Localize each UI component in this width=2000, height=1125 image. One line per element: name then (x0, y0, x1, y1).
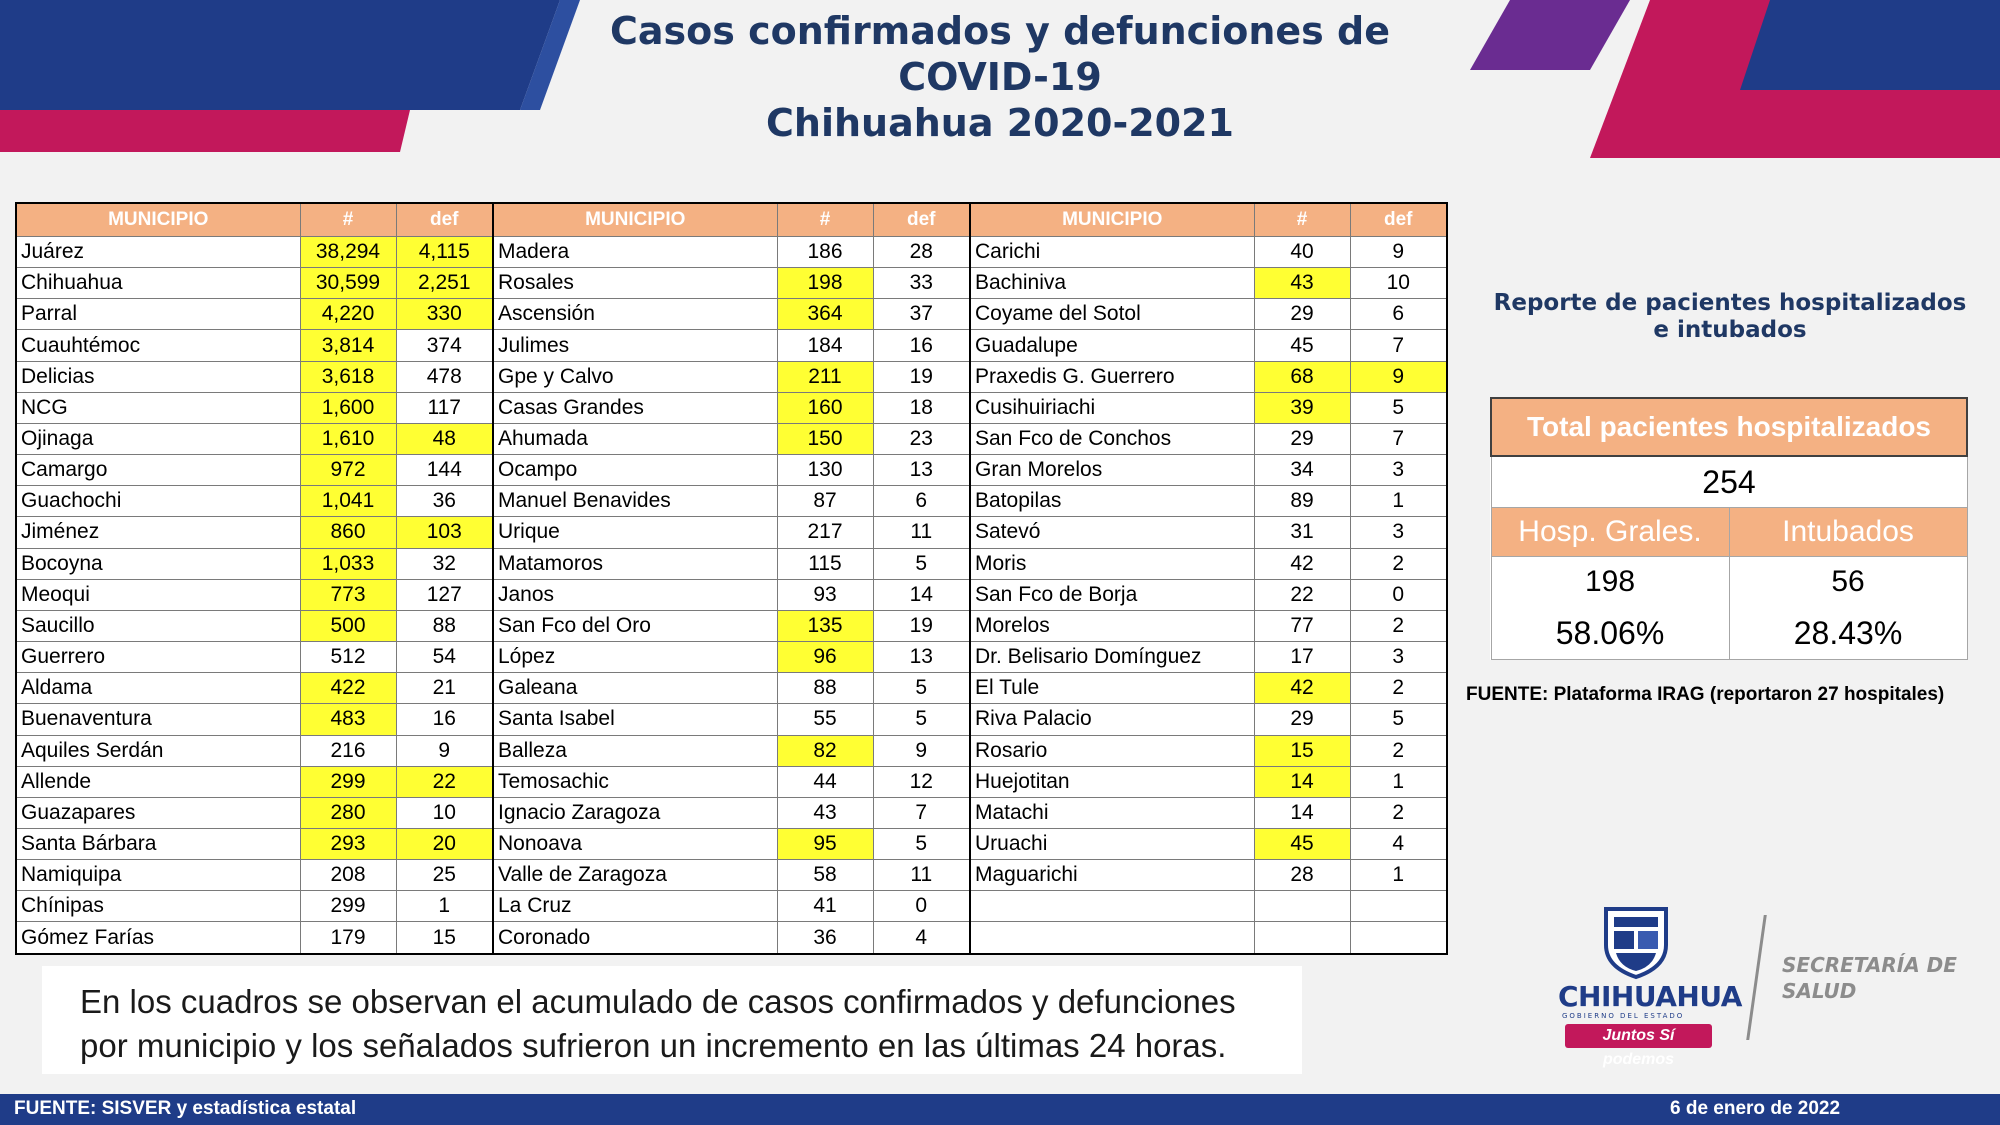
municipio-cell: Matachi (970, 797, 1254, 828)
header-deaths: def (1350, 203, 1447, 237)
deaths-cell: 127 (396, 579, 493, 610)
deaths-cell: 23 (873, 423, 970, 454)
cases-cell: 43 (1254, 268, 1350, 299)
deaths-cell: 2 (1350, 548, 1447, 579)
cases-cell: 1,610 (300, 423, 396, 454)
deaths-cell: 6 (873, 486, 970, 517)
cases-cell: 364 (777, 299, 873, 330)
cases-cell: 95 (777, 828, 873, 859)
deaths-cell: 16 (873, 330, 970, 361)
table-row (16, 579, 1447, 610)
municipio-cell: Carichi (970, 237, 1254, 268)
cases-cell: 160 (777, 392, 873, 423)
municipio-cell: San Fco de Conchos (970, 423, 1254, 454)
deaths-cell (1350, 891, 1447, 922)
municipio-cell: Moris (970, 548, 1254, 579)
municipio-cell: Batopilas (970, 486, 1254, 517)
municipio-cell (970, 922, 1254, 954)
secretaria-line-1: SECRETARÍA DE (1782, 953, 1957, 977)
cases-cell: 186 (777, 237, 873, 268)
cases-cell: 38,294 (300, 237, 396, 268)
municipio-cell: Guachochi (16, 486, 300, 517)
deaths-cell: 5 (873, 704, 970, 735)
deaths-cell: 88 (396, 610, 493, 641)
deaths-cell: 5 (873, 673, 970, 704)
cases-cell: 1,033 (300, 548, 396, 579)
deaths-cell: 13 (873, 455, 970, 486)
general-hosp-percent: 58.06% (1491, 607, 1729, 660)
footer-date: 6 de enero de 2022 (1670, 1098, 1841, 1119)
deaths-cell: 330 (396, 299, 493, 330)
cases-cell: 179 (300, 922, 396, 954)
table-header-row (16, 203, 1447, 237)
deaths-cell: 374 (396, 330, 493, 361)
deaths-cell: 2 (1350, 610, 1447, 641)
org-subtitle: GOBIERNO DEL ESTADO (1562, 1012, 1685, 1020)
cases-cell: 31 (1254, 517, 1350, 548)
note-line-2: por municipio y los señalados sufrieron un incremento en las últimas 24 horas. (80, 1027, 1227, 1064)
table-row (16, 610, 1447, 641)
deaths-cell: 2,251 (396, 268, 493, 299)
cases-cell: 96 (777, 642, 873, 673)
municipio-cell: Temosachic (493, 766, 777, 797)
municipio-cell: Cusihuiriachi (970, 392, 1254, 423)
top-right-decoration (1440, 0, 2000, 158)
header-municipio: MUNICIPIO (970, 203, 1254, 237)
municipio-cell: Satevó (970, 517, 1254, 548)
municipio-cell: Uruachi (970, 828, 1254, 859)
table-row (16, 922, 1447, 954)
municipio-cell: Riva Palacio (970, 704, 1254, 735)
cases-cell: 45 (1254, 330, 1350, 361)
cases-cell: 43 (777, 797, 873, 828)
report-title-line-1: Reporte de pacientes hospitalizados (1493, 290, 1967, 316)
secretaria-salud (1782, 952, 1957, 1004)
municipios-table (15, 202, 1448, 955)
cases-cell: 55 (777, 704, 873, 735)
table-row (16, 704, 1447, 735)
table-row (16, 330, 1447, 361)
municipio-cell: Chihuahua (16, 268, 300, 299)
municipio-cell: Cuauhtémoc (16, 330, 300, 361)
municipio-cell: Gómez Farías (16, 922, 300, 954)
cases-cell: 3,618 (300, 361, 396, 392)
cases-cell: 15 (1254, 735, 1350, 766)
cases-cell: 293 (300, 828, 396, 859)
municipio-cell: Ojinaga (16, 423, 300, 454)
header-cases: # (777, 203, 873, 237)
cases-cell (1254, 891, 1350, 922)
municipio-cell: Gpe y Calvo (493, 361, 777, 392)
deaths-cell: 1 (1350, 766, 1447, 797)
municipio-cell: Allende (16, 766, 300, 797)
table-row (16, 797, 1447, 828)
cases-cell: 115 (777, 548, 873, 579)
municipio-cell: López (493, 642, 777, 673)
cases-cell: 29 (1254, 704, 1350, 735)
table-row (16, 486, 1447, 517)
cases-cell: 45 (1254, 828, 1350, 859)
municipio-cell: Meoqui (16, 579, 300, 610)
total-hospitalized-label: Total pacientes hospitalizados (1491, 398, 1967, 456)
cases-cell: 42 (1254, 548, 1350, 579)
report-title-line-2: e intubados (1653, 317, 1807, 343)
general-hosp-value: 198 (1491, 557, 1729, 608)
municipio-cell: NCG (16, 392, 300, 423)
municipio-cell: Camargo (16, 455, 300, 486)
municipio-cell: Aldama (16, 673, 300, 704)
cases-cell: 41 (777, 891, 873, 922)
hospital-source-note: FUENTE: Plataforma IRAG (reportaron 27 hospitales) (1466, 684, 1945, 705)
note-text (80, 980, 1320, 1068)
deaths-cell: 19 (873, 610, 970, 641)
cases-cell: 40 (1254, 237, 1350, 268)
deaths-cell: 11 (873, 517, 970, 548)
deaths-cell: 18 (873, 392, 970, 423)
intubated-label: Intubados (1729, 508, 1967, 557)
deaths-cell: 5 (873, 548, 970, 579)
municipio-cell: Urique (493, 517, 777, 548)
brand-divider (1746, 915, 1767, 1040)
deaths-cell: 7 (873, 797, 970, 828)
municipio-cell: Dr. Belisario Domínguez (970, 642, 1254, 673)
municipio-cell: Saucillo (16, 610, 300, 641)
deaths-cell: 28 (873, 237, 970, 268)
municipio-cell: Delicias (16, 361, 300, 392)
deaths-cell: 48 (396, 423, 493, 454)
table-row (16, 423, 1447, 454)
deaths-cell: 0 (873, 891, 970, 922)
deaths-cell: 5 (1350, 704, 1447, 735)
cases-cell: 3,814 (300, 330, 396, 361)
hospitalization-table (1490, 397, 1968, 660)
cases-cell: 130 (777, 455, 873, 486)
note-line-1: En los cuadros se observan el acumulado de casos confirmados y defunciones (80, 983, 1236, 1020)
deaths-cell: 0 (1350, 579, 1447, 610)
top-left-decoration (0, 0, 580, 152)
municipio-cell: Bocoyna (16, 548, 300, 579)
table-row (16, 237, 1447, 268)
deaths-cell: 10 (1350, 268, 1447, 299)
cases-cell: 77 (1254, 610, 1350, 641)
cases-cell: 68 (1254, 361, 1350, 392)
deaths-cell: 15 (396, 922, 493, 954)
header-municipio: MUNICIPIO (16, 203, 300, 237)
cases-cell: 217 (777, 517, 873, 548)
cases-cell (1254, 922, 1350, 954)
municipio-cell: Balleza (493, 735, 777, 766)
municipio-cell: Chínipas (16, 891, 300, 922)
cases-cell: 299 (300, 766, 396, 797)
footer-source: FUENTE: SISVER y estadística estatal (14, 1098, 357, 1119)
cases-cell: 93 (777, 579, 873, 610)
deaths-cell: 10 (396, 797, 493, 828)
deaths-cell: 21 (396, 673, 493, 704)
municipio-cell: Aquiles Serdán (16, 735, 300, 766)
cases-cell: 211 (777, 361, 873, 392)
deaths-cell: 3 (1350, 517, 1447, 548)
cases-cell: 299 (300, 891, 396, 922)
header-cases: # (300, 203, 396, 237)
cases-cell: 198 (777, 268, 873, 299)
deaths-cell: 14 (873, 579, 970, 610)
cases-cell: 58 (777, 860, 873, 891)
municipio-cell: Nonoava (493, 828, 777, 859)
secretaria-line-2: SALUD (1782, 979, 1857, 1003)
cases-cell: 29 (1254, 299, 1350, 330)
slogan-badge: Juntos Sí podemos (1565, 1024, 1712, 1048)
cases-cell: 17 (1254, 642, 1350, 673)
table-row (16, 766, 1447, 797)
municipio-cell (970, 891, 1254, 922)
municipio-cell: Juárez (16, 237, 300, 268)
state-shield-logo (1600, 905, 1672, 980)
cases-cell: 150 (777, 423, 873, 454)
deaths-cell: 22 (396, 766, 493, 797)
deaths-cell: 2 (1350, 735, 1447, 766)
deaths-cell (1350, 922, 1447, 954)
deaths-cell: 9 (396, 735, 493, 766)
deaths-cell: 36 (396, 486, 493, 517)
cases-cell: 483 (300, 704, 396, 735)
cases-cell: 972 (300, 455, 396, 486)
municipio-cell: Buenaventura (16, 704, 300, 735)
table-row (16, 673, 1447, 704)
municipio-cell: Coyame del Sotol (970, 299, 1254, 330)
municipio-cell: Guazapares (16, 797, 300, 828)
deaths-cell: 19 (873, 361, 970, 392)
cases-cell: 773 (300, 579, 396, 610)
municipio-cell: Rosario (970, 735, 1254, 766)
municipio-cell: Matamoros (493, 548, 777, 579)
municipio-cell: Julimes (493, 330, 777, 361)
title-line-1: Casos confirmados y defunciones de (609, 9, 1390, 53)
cases-cell: 500 (300, 610, 396, 641)
municipio-cell: Morelos (970, 610, 1254, 641)
deaths-cell: 13 (873, 642, 970, 673)
cases-cell: 216 (300, 735, 396, 766)
municipio-cell: Ignacio Zaragoza (493, 797, 777, 828)
deaths-cell: 5 (873, 828, 970, 859)
municipio-cell: Ocampo (493, 455, 777, 486)
municipio-cell: Rosales (493, 268, 777, 299)
cases-cell: 4,220 (300, 299, 396, 330)
cases-cell: 512 (300, 642, 396, 673)
deaths-cell: 9 (1350, 237, 1447, 268)
cases-cell: 88 (777, 673, 873, 704)
page-title (500, 8, 1500, 146)
deaths-cell: 33 (873, 268, 970, 299)
municipio-cell: Maguarichi (970, 860, 1254, 891)
deaths-cell: 1 (1350, 860, 1447, 891)
total-hospitalized-value: 254 (1491, 456, 1967, 508)
table-row (16, 299, 1447, 330)
table-row (16, 392, 1447, 423)
municipio-cell: Madera (493, 237, 777, 268)
intubated-value: 56 (1729, 557, 1967, 608)
cases-cell: 89 (1254, 486, 1350, 517)
deaths-cell: 7 (1350, 423, 1447, 454)
municipio-cell: Jiménez (16, 517, 300, 548)
cases-cell: 14 (1254, 797, 1350, 828)
municipio-cell: Manuel Benavides (493, 486, 777, 517)
table-row (16, 517, 1447, 548)
header-deaths: def (396, 203, 493, 237)
deaths-cell: 4 (873, 922, 970, 954)
municipio-cell: Casas Grandes (493, 392, 777, 423)
cases-cell: 280 (300, 797, 396, 828)
municipio-cell: Parral (16, 299, 300, 330)
cases-cell: 1,600 (300, 392, 396, 423)
cases-cell: 36 (777, 922, 873, 954)
cases-cell: 135 (777, 610, 873, 641)
cases-cell: 14 (1254, 766, 1350, 797)
title-line-2: COVID-19 (898, 55, 1102, 99)
deaths-cell: 144 (396, 455, 493, 486)
municipio-cell: Coronado (493, 922, 777, 954)
deaths-cell: 7 (1350, 330, 1447, 361)
municipio-cell: Janos (493, 579, 777, 610)
cases-cell: 42 (1254, 673, 1350, 704)
table-row (16, 642, 1447, 673)
deaths-cell: 37 (873, 299, 970, 330)
municipio-cell: Gran Morelos (970, 455, 1254, 486)
deaths-cell: 11 (873, 860, 970, 891)
title-line-3: Chihuahua 2020-2021 (766, 101, 1234, 145)
intubated-percent: 28.43% (1729, 607, 1967, 660)
deaths-cell: 478 (396, 361, 493, 392)
municipio-cell: San Fco de Borja (970, 579, 1254, 610)
table-row (16, 268, 1447, 299)
deaths-cell: 2 (1350, 797, 1447, 828)
cases-cell: 44 (777, 766, 873, 797)
municipio-cell: Namiquipa (16, 860, 300, 891)
municipio-cell: Guadalupe (970, 330, 1254, 361)
municipio-cell: La Cruz (493, 891, 777, 922)
deaths-cell: 5 (1350, 392, 1447, 423)
cases-cell: 28 (1254, 860, 1350, 891)
header-deaths: def (873, 203, 970, 237)
municipio-cell: Santa Isabel (493, 704, 777, 735)
municipio-cell: Santa Bárbara (16, 828, 300, 859)
cases-cell: 39 (1254, 392, 1350, 423)
municipio-cell: Huejotitan (970, 766, 1254, 797)
table-row (16, 361, 1447, 392)
deaths-cell: 4,115 (396, 237, 493, 268)
cases-cell: 87 (777, 486, 873, 517)
deaths-cell: 2 (1350, 673, 1447, 704)
org-name: CHIHUAHUA (1558, 980, 1742, 1013)
table-row (16, 891, 1447, 922)
deaths-cell: 1 (396, 891, 493, 922)
table-row (16, 828, 1447, 859)
deaths-cell: 12 (873, 766, 970, 797)
deaths-cell: 54 (396, 642, 493, 673)
municipio-cell: San Fco del Oro (493, 610, 777, 641)
cases-cell: 82 (777, 735, 873, 766)
table-row (16, 455, 1447, 486)
municipio-cell: Galeana (493, 673, 777, 704)
cases-cell: 29 (1254, 423, 1350, 454)
municipio-cell: Bachiniva (970, 268, 1254, 299)
table-row (16, 735, 1447, 766)
deaths-cell: 103 (396, 517, 493, 548)
deaths-cell: 1 (1350, 486, 1447, 517)
cases-cell: 208 (300, 860, 396, 891)
deaths-cell: 9 (1350, 361, 1447, 392)
cases-cell: 1,041 (300, 486, 396, 517)
deaths-cell: 3 (1350, 642, 1447, 673)
deaths-cell: 9 (873, 735, 970, 766)
municipio-cell: Valle de Zaragoza (493, 860, 777, 891)
report-title (1470, 290, 1990, 344)
table-row (16, 548, 1447, 579)
table-row (16, 860, 1447, 891)
header-cases: # (1254, 203, 1350, 237)
general-hosp-label: Hosp. Grales. (1491, 508, 1729, 557)
deaths-cell: 3 (1350, 455, 1447, 486)
municipio-cell: Ascensión (493, 299, 777, 330)
municipio-cell: Guerrero (16, 642, 300, 673)
cases-cell: 422 (300, 673, 396, 704)
deaths-cell: 117 (396, 392, 493, 423)
deaths-cell: 20 (396, 828, 493, 859)
municipio-cell: Praxedis G. Guerrero (970, 361, 1254, 392)
cases-cell: 34 (1254, 455, 1350, 486)
header-municipio: MUNICIPIO (493, 203, 777, 237)
municipio-cell: Ahumada (493, 423, 777, 454)
cases-cell: 860 (300, 517, 396, 548)
deaths-cell: 25 (396, 860, 493, 891)
deaths-cell: 32 (396, 548, 493, 579)
deaths-cell: 4 (1350, 828, 1447, 859)
deaths-cell: 16 (396, 704, 493, 735)
deaths-cell: 6 (1350, 299, 1447, 330)
cases-cell: 30,599 (300, 268, 396, 299)
cases-cell: 22 (1254, 579, 1350, 610)
cases-cell: 184 (777, 330, 873, 361)
municipio-cell: El Tule (970, 673, 1254, 704)
